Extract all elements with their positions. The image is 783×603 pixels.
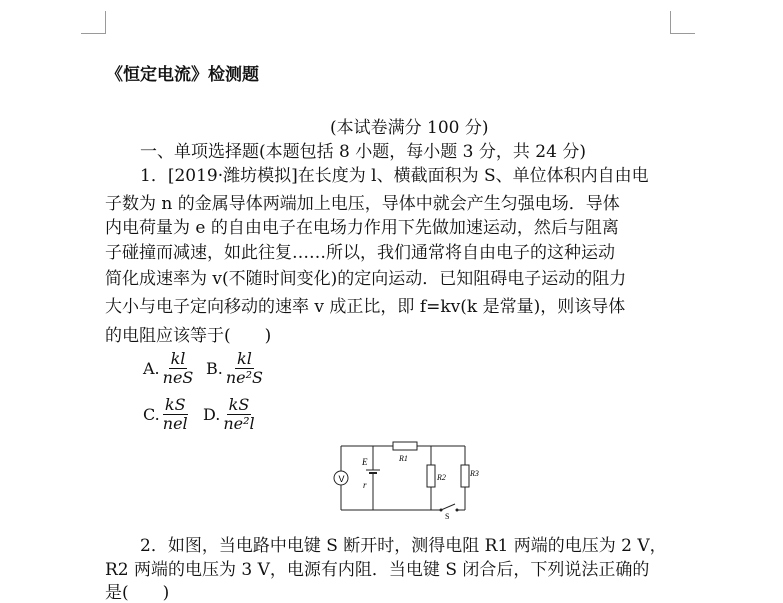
r3-label: R3 xyxy=(470,469,479,478)
option-d-label: D. xyxy=(203,405,221,424)
option-a-denominator: neS xyxy=(162,368,194,387)
internal-resistance-label: r xyxy=(363,480,367,490)
document-title: 《恒定电流》检测题 xyxy=(106,65,259,85)
option-b-denominator: ne²S xyxy=(225,368,263,387)
r2-label: R2 xyxy=(437,473,446,482)
option-c-denominator: nel xyxy=(162,414,188,433)
q2-line-3: 是( ) xyxy=(105,583,170,603)
resistor-r1 xyxy=(393,442,417,450)
option-d-numerator: kS xyxy=(228,395,250,414)
resistor-r2 xyxy=(427,465,435,487)
page-corner-mark-right xyxy=(670,11,695,34)
section-heading: 一、单项选择题(本题包括 8 小题，每小题 3 分，共 24 分) xyxy=(140,142,586,162)
q2-line-2: R2 两端的电压为 3 V，电源有内阻．当电键 S 闭合后，下列说法正确的 xyxy=(105,560,650,580)
switch-contact-right xyxy=(456,509,459,512)
option-a[interactable] xyxy=(143,350,195,387)
option-b[interactable] xyxy=(206,350,265,387)
option-a-numerator: kl xyxy=(170,349,186,368)
q1-line-2: 子数为 n 的金属导体两端加上电压，导体中就会产生匀强电场．导体 xyxy=(105,194,620,214)
option-c[interactable] xyxy=(143,396,190,433)
q1-line-4: 子碰撞而减速，如此往复……所以，我们通常将自由电子的这种运动 xyxy=(105,243,615,263)
option-d-fraction xyxy=(221,396,256,433)
page-corner-mark-left xyxy=(81,11,106,34)
score-note: (本试卷满分 100 分) xyxy=(330,118,489,138)
option-c-numerator: kS xyxy=(164,395,186,414)
q1-line-6: 大小与电子定向移动的速率 v 成正比，即 f=kv(k 是常量)，则该导体 xyxy=(105,297,626,317)
q1-line-1: 1．[2019·潍坊模拟]在长度为 l、横截面积为 S、单位体积内自由电 xyxy=(140,166,649,186)
option-d-denominator: ne²l xyxy=(223,414,255,433)
option-a-fraction xyxy=(161,350,196,387)
option-b-label: B. xyxy=(206,359,223,378)
q1-line-5: 简化成速率为 v(不随时间变化)的定向运动．已知阻碍电子运动的阻力 xyxy=(105,269,627,289)
switch-label: S xyxy=(445,512,450,520)
option-c-label: C. xyxy=(143,405,160,424)
q2-line-1: 2．如图，当电路中电键 S 断开时，测得电阻 R1 两端的电压为 2 V， xyxy=(140,536,667,556)
option-b-fraction xyxy=(224,350,265,387)
q1-line-3: 内电荷量为 e 的自由电子在电场力作用下先做加速运动，然后与阻离 xyxy=(105,218,619,238)
circuit-diagram xyxy=(333,438,483,520)
switch-blade xyxy=(441,504,455,510)
q1-line-7: 的电阻应该等于( ) xyxy=(105,326,272,346)
resistor-r3 xyxy=(461,465,469,487)
option-b-numerator: kl xyxy=(237,349,252,368)
option-d[interactable] xyxy=(203,396,257,433)
voltmeter-label: V xyxy=(338,474,345,484)
emf-label: E xyxy=(362,457,368,467)
option-a-label: A. xyxy=(143,359,160,378)
r1-label: R1 xyxy=(399,454,408,463)
option-c-fraction xyxy=(161,396,190,433)
